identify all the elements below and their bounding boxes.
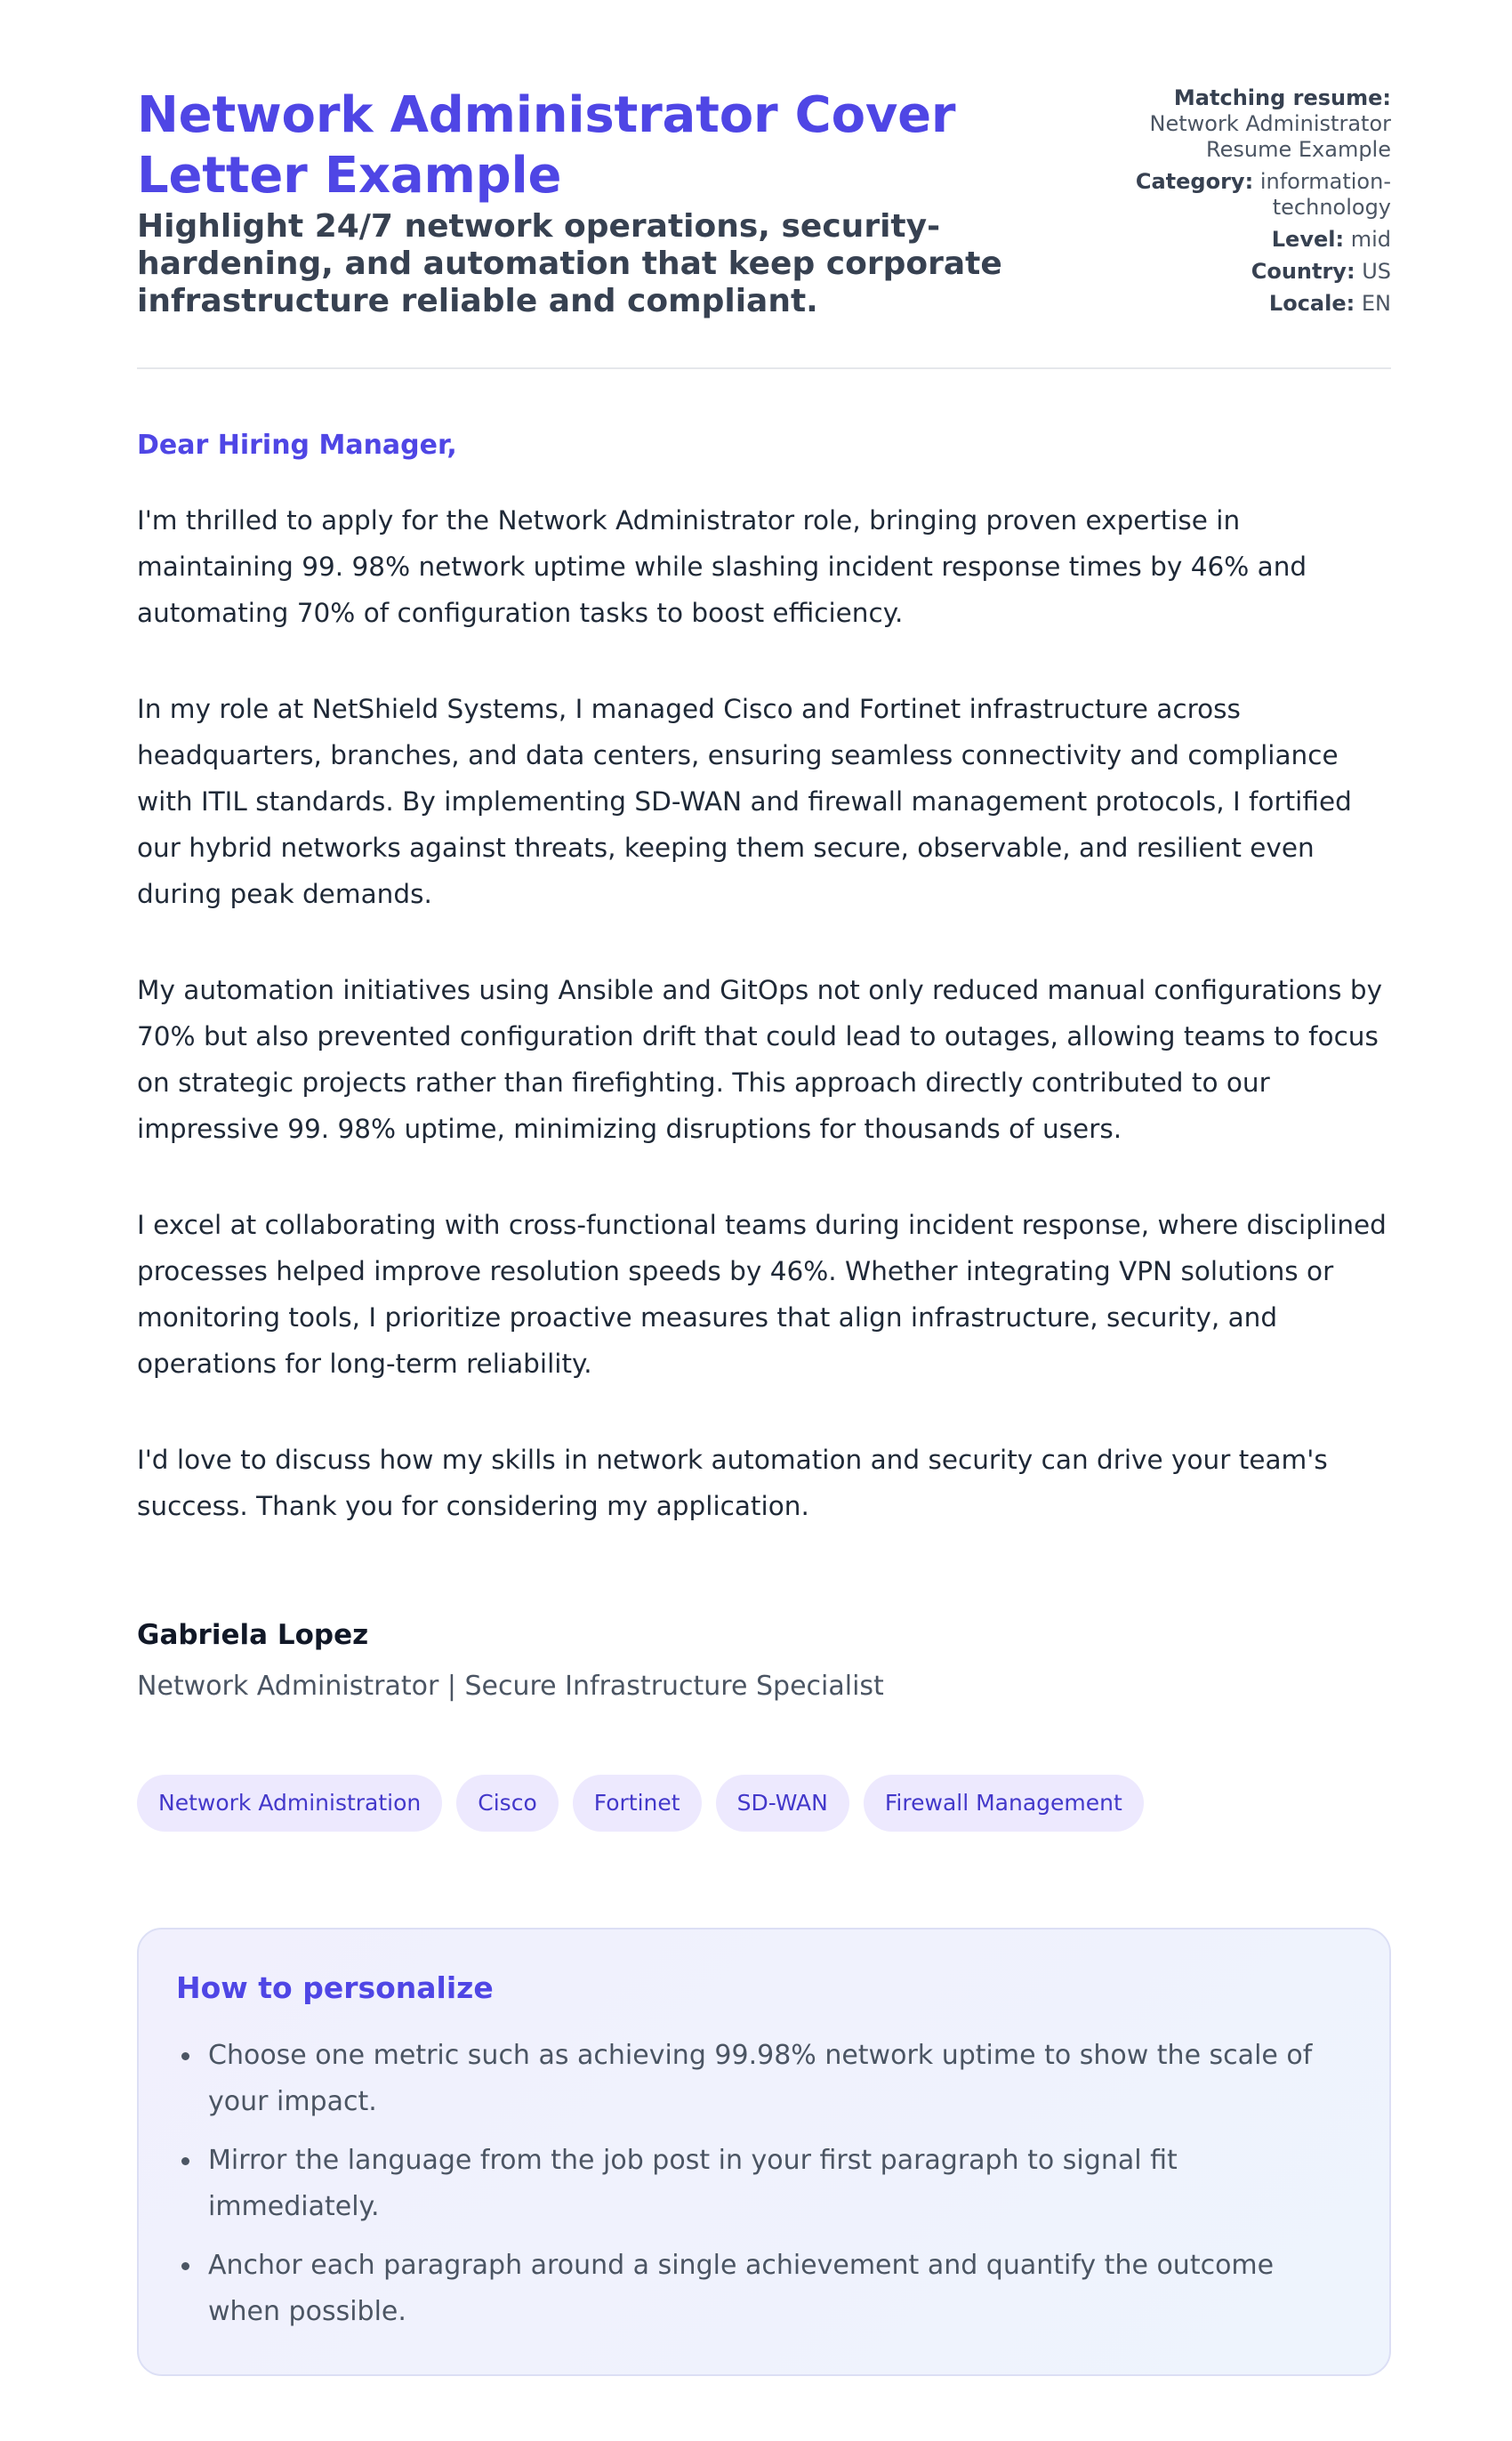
page-title: Network Administrator Cover Letter Example [137, 86, 956, 205]
tips-item-text: Anchor each paragraph around a single achievement and quantify the outcome when possible. [208, 2250, 1275, 2327]
meta-locale-value: EN [1361, 291, 1391, 316]
signature-title: Network Administrator | Secure Infrastructure Specialist [137, 1671, 884, 1702]
meta-level-label: Level: [1271, 227, 1345, 252]
skill-tags [137, 1775, 1391, 1832]
bullet-dot-icon [181, 2157, 189, 2165]
meta-category [1098, 169, 1391, 221]
signature-name: Gabriela Lopez [137, 1619, 369, 1651]
tips-item [208, 2138, 1352, 2230]
tips-item [208, 2243, 1352, 2335]
skill-tag: Firewall Management [864, 1775, 1144, 1832]
meta-matching-resume-value: Network Administrator Resume Example [1149, 111, 1391, 162]
bullet-dot-icon [181, 2052, 189, 2060]
bullet-dot-icon [181, 2262, 189, 2270]
tips-item-text: Mirror the language from the job post in your first paragraph to signal fit immediately. [208, 2145, 1178, 2222]
meta-matching-resume-label: Matching resume: [1173, 85, 1391, 110]
content-container [137, 85, 1391, 2376]
meta-category-value: information-technology [1259, 169, 1391, 220]
page-subtitle: Highlight 24/7 network operations, security-hardening, and automation that keep corporate infrastructure reliable and compliant. [137, 208, 1002, 319]
letter-paragraph-2: In my role at NetShield Systems, I managed Cisco and Fortinet infrastructure across headquarters, branches, and data centers, ensuring seamless connectivity and compliance with ITIL standards. By implementing SD-WAN and firewall management protocols, I fortified our hybrid networks against threats, keeping them secure, observable, and resilient even during peak demands. [137, 694, 1352, 909]
meta-category-label: Category: [1135, 169, 1254, 194]
tips-item-text: Choose one metric such as achieving 99.98% network uptime to show the scale of your impact. [208, 2040, 1313, 2117]
tips-title: How to personalize [176, 1970, 494, 2005]
letter-paragraph-1: I'm thrilled to apply for the Network Administrator role, bringing proven expertise in maintaining 99. 98% network uptime while slashing incident response times by 46% and automating 70% of configuration tasks to boost efficiency. [137, 505, 1307, 628]
header-divider [137, 367, 1391, 369]
meta-level-value: mid [1350, 227, 1391, 252]
header-left [137, 85, 1035, 320]
meta-country-label: Country: [1251, 259, 1355, 284]
meta-country-value: US [1362, 259, 1391, 284]
meta-locale-label: Locale: [1268, 291, 1355, 316]
meta-matching-resume [1098, 85, 1391, 163]
meta-locale [1098, 291, 1391, 317]
skill-tag: SD-WAN [716, 1775, 849, 1832]
meta-panel [1098, 85, 1391, 323]
personalize-tips-box [137, 1928, 1391, 2376]
skill-tag: Cisco [456, 1775, 558, 1832]
letter-paragraph-3: My automation initiatives using Ansible and GitOps not only reduced manual configurations by 70% but also prevented configuration drift that could lead to outages, allowing teams to focus on strategic projects rather than firefighting. This approach directly contributed to our impressive 99. 98% uptime, minimizing disruptions for thousands of users. [137, 975, 1383, 1144]
letter-paragraph-5: I'd love to discuss how my skills in network automation and security can drive your team's success. Thank you for considering my application. [137, 1445, 1328, 1521]
meta-country [1098, 259, 1391, 285]
tips-list [176, 2033, 1352, 2335]
meta-level [1098, 227, 1391, 253]
letter-greeting: Dear Hiring Manager, [137, 430, 457, 461]
letter-paragraph-4: I excel at collaborating with cross-functional teams during incident response, where disciplined processes helped improve resolution speeds by 46%. Whether integrating VPN solutions or monitoring tools, I prioritize proactive measures that align infrastructure, security, and operations for long-term reliability. [137, 1210, 1387, 1379]
skill-tag: Fortinet [573, 1775, 702, 1832]
header [137, 85, 1391, 323]
tips-item [208, 2033, 1352, 2125]
skill-tag: Network Administration [137, 1775, 442, 1832]
